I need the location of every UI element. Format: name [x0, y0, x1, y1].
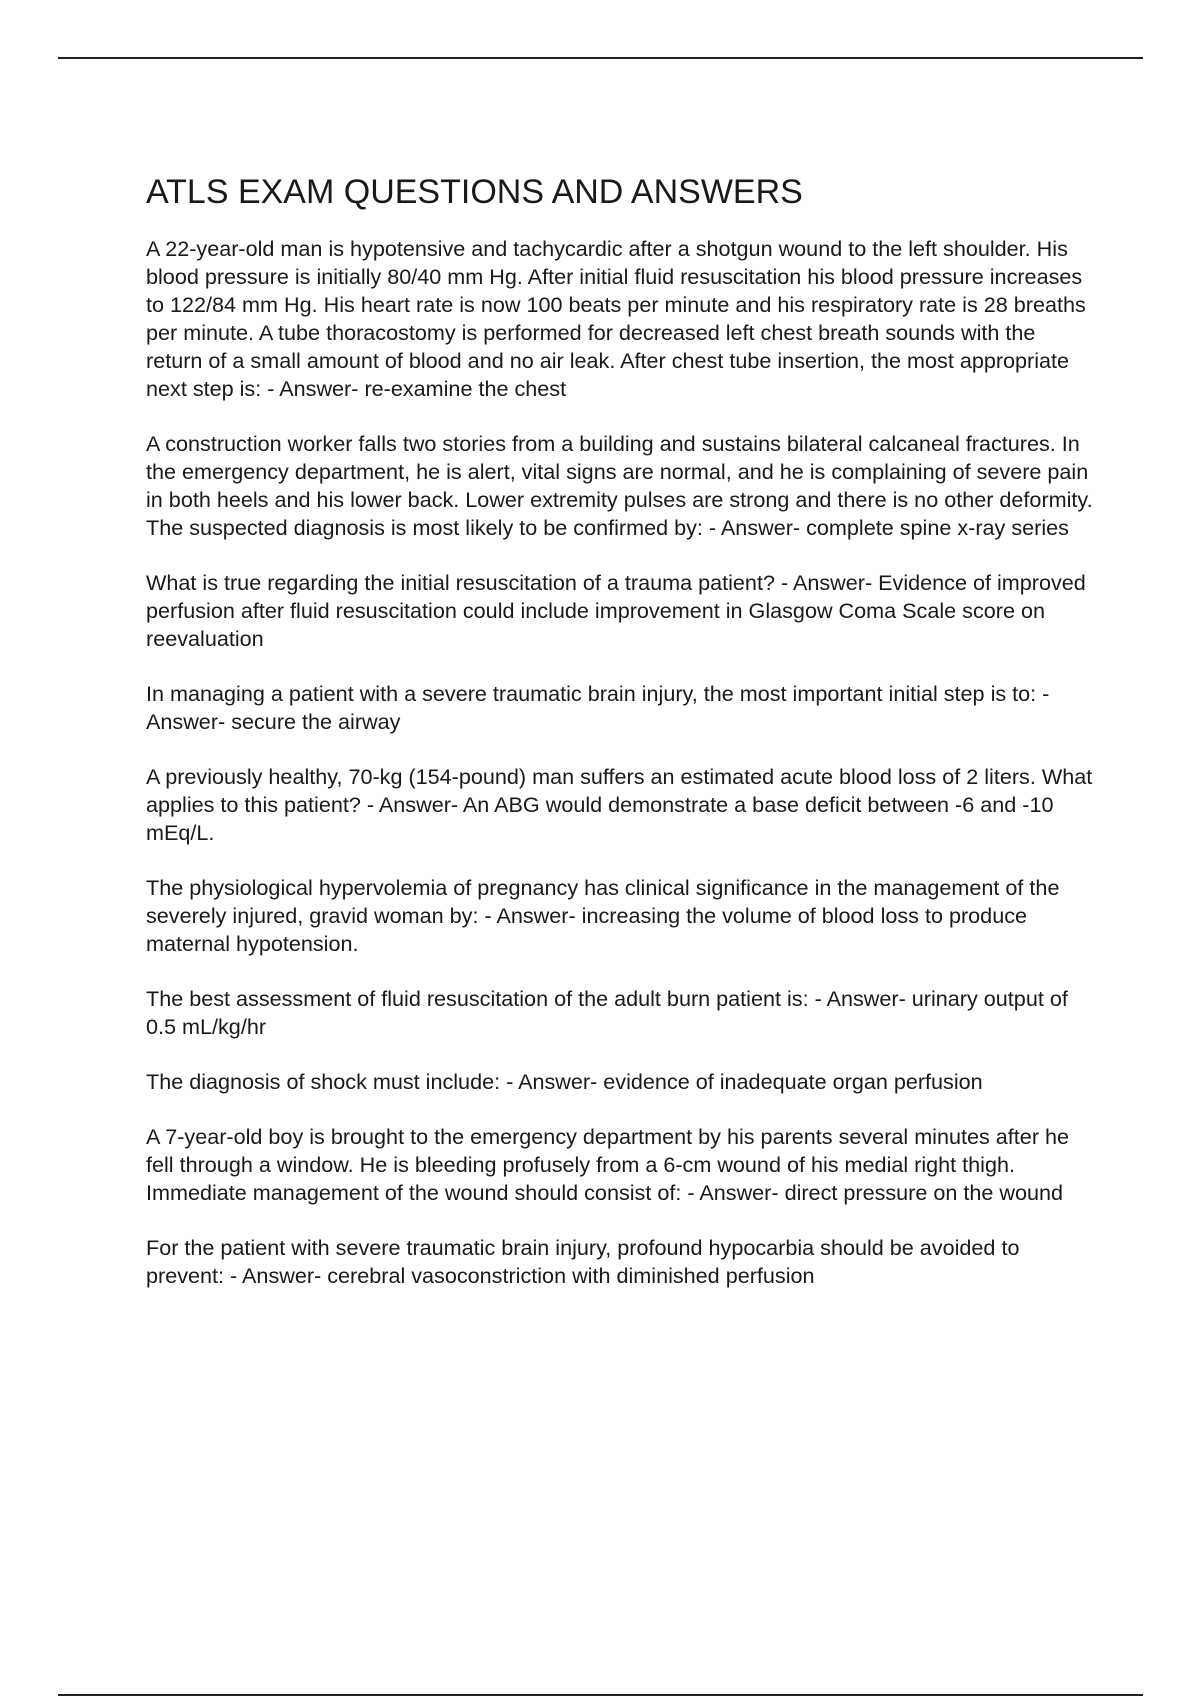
answer-separator: - Answer-	[478, 903, 582, 928]
question-text: A 7-year-old boy is brought to the emergency department by his parents several minutes after he fell through a window. He is bleeding profusely from a 6-cm wound of his medial right thigh. Immediate management of the wound should consist of:	[146, 1124, 1070, 1205]
answer-separator: - Answer-	[261, 376, 365, 401]
answer-separator: - Answer-	[360, 792, 463, 817]
answer-text: urinary output of 0.5 mL/kg/hr	[146, 986, 1068, 1039]
answer-text: increasing the volume of blood loss to produce maternal hypotension.	[146, 903, 1028, 956]
question-text: The best assessment of fluid resuscitation of the adult burn patient is:	[146, 986, 809, 1011]
answer-text: An ABG would demonstrate a base deficit between -6 and -10 mEq/L.	[146, 792, 1054, 845]
answer-separator: - Answer-	[774, 570, 879, 595]
qa-item-2	[146, 430, 1096, 542]
qa-item-9	[146, 1123, 1096, 1207]
qa-item-8	[146, 1068, 1096, 1096]
answer-separator: - Answer-	[224, 1263, 328, 1288]
answer-separator: - Answer-	[702, 515, 807, 540]
answer-text: secure the airway	[231, 709, 401, 734]
question-text: A previously healthy, 70-kg (154-pound) man suffers an estimated acute blood loss of 2 liters. What applies to this patient?	[146, 764, 1093, 817]
answer-separator: - Answer-	[808, 986, 912, 1011]
qa-item-7	[146, 985, 1096, 1041]
answer-separator: - Answer-	[146, 681, 1050, 734]
document-body	[146, 170, 1096, 1317]
qa-item-1	[146, 235, 1096, 403]
answer-text: cerebral vasoconstriction with diminished perfusion	[327, 1263, 815, 1288]
qa-item-4	[146, 680, 1096, 736]
answer-separator: - Answer-	[681, 1180, 785, 1205]
answer-separator: - Answer-	[500, 1069, 604, 1094]
qa-item-5	[146, 763, 1096, 847]
question-text: In managing a patient with a severe traumatic brain injury, the most important initial step is to:	[146, 681, 1037, 706]
qa-item-10	[146, 1234, 1096, 1290]
question-text: A construction worker falls two stories from a building and sustains bilateral calcaneal fractures. In the emergency department, he is alert, vital signs are normal, and he is complaining of severe pain in both heels and his lower back. Lower extremity pulses are strong and there is no other deformity. The suspected diagnosis is most likely to be confirmed by:	[146, 431, 1093, 540]
question-text: The diagnosis of shock must include:	[146, 1069, 501, 1094]
question-text: For the patient with severe traumatic brain injury, profound hypocarbia should be avoided to prevent:	[146, 1235, 1020, 1288]
qa-item-3	[146, 569, 1096, 653]
question-text: A 22-year-old man is hypotensive and tachycardic after a shotgun wound to the left shoulder. His blood pressure is initially 80/40 mm Hg. After initial fluid resuscitation his blood pressure increases to 122/84 mm Hg. His heart rate is now 100 beats per minute and his respiratory rate is 28 breaths per minute. A tube thoracostomy is performed for decreased left chest breath sounds with the return of a small amount of blood and no air leak. After chest tube insertion, the most appropriate next step is:	[146, 236, 1086, 401]
bottom-rule	[58, 1694, 1143, 1696]
answer-text: complete spine x-ray series	[806, 515, 1069, 540]
answer-text: direct pressure on the wound	[784, 1180, 1064, 1205]
question-text: What is true regarding the initial resuscitation of a trauma patient?	[146, 570, 775, 595]
answer-text: re-examine the chest	[364, 376, 567, 401]
question-text: The physiological hypervolemia of pregnancy has clinical significance in the management of the severely injured, gravid woman by:	[146, 875, 1060, 928]
qa-item-6	[146, 874, 1096, 958]
answer-text: Evidence of improved perfusion after fluid resuscitation could include improvement in Glasgow Coma Scale score on reevaluation	[146, 570, 1086, 651]
answer-text: evidence of inadequate organ perfusion	[603, 1069, 983, 1094]
top-rule	[58, 57, 1143, 59]
document-title: ATLS EXAM QUESTIONS AND ANSWERS	[146, 173, 803, 211]
